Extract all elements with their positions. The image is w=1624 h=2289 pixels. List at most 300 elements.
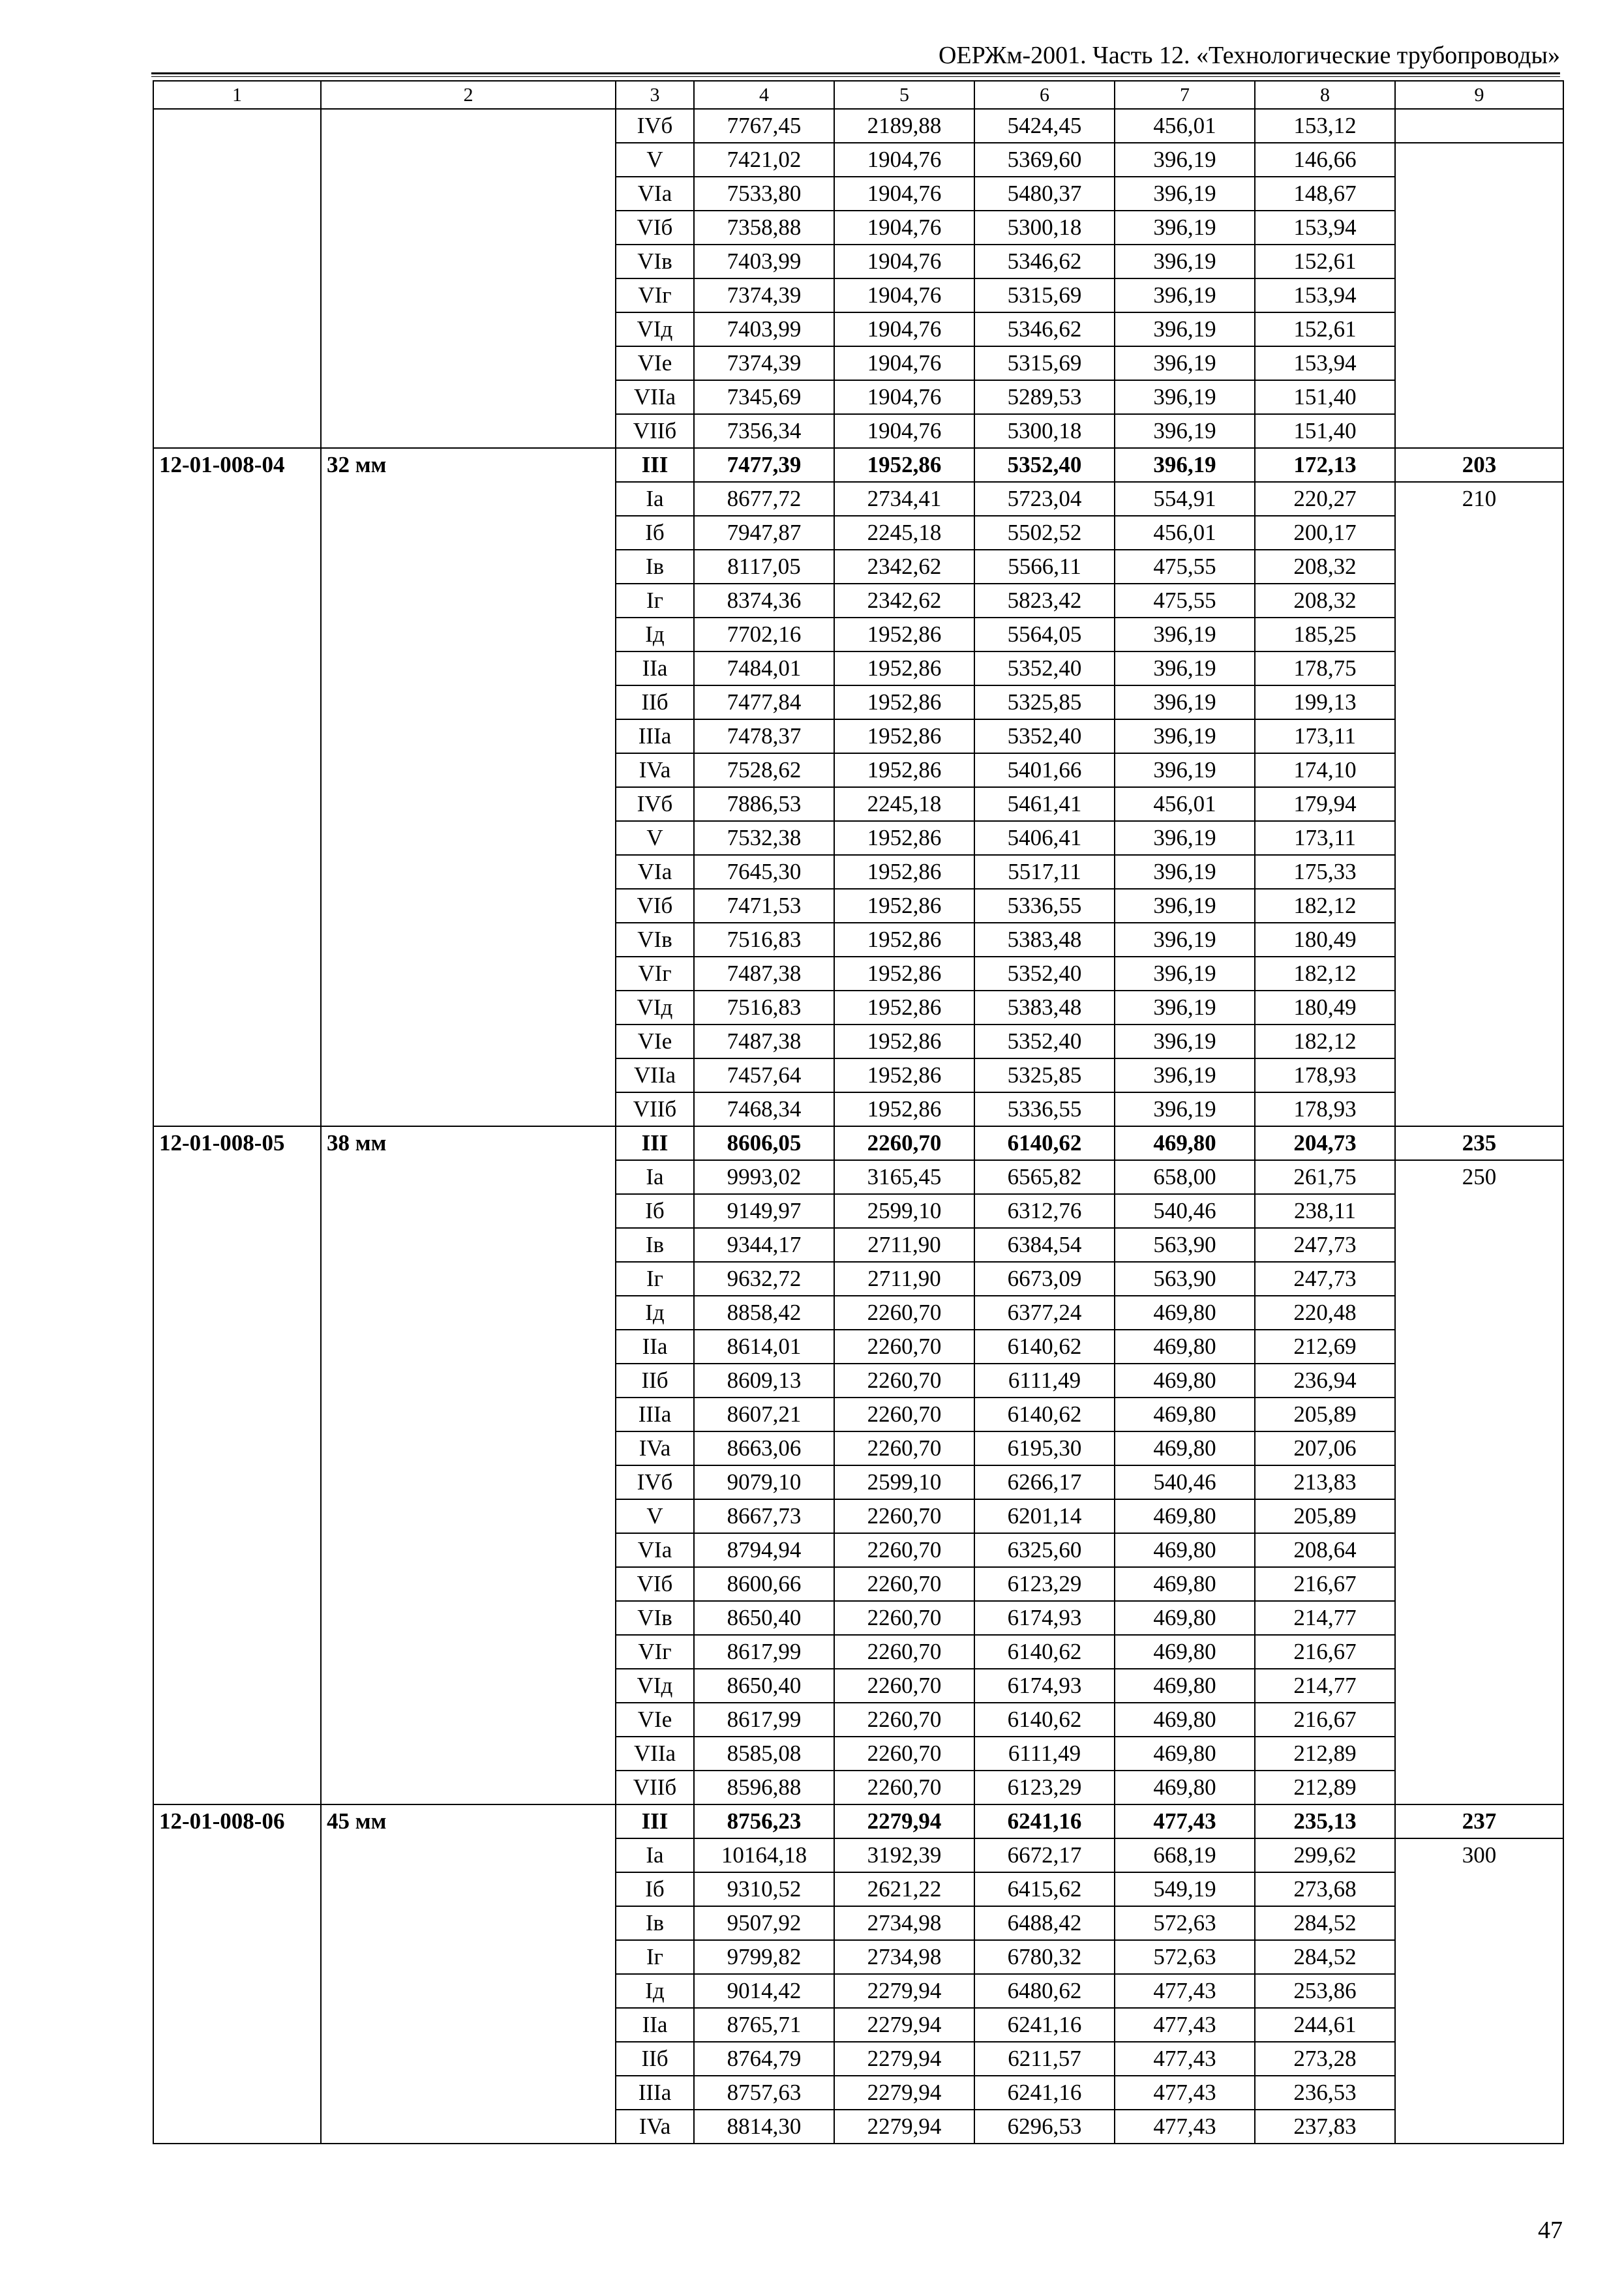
cell-col-3: VIг: [616, 1635, 694, 1669]
cell-col-8: 205,89: [1255, 1398, 1395, 1431]
cell-col-8: 180,49: [1255, 991, 1395, 1025]
cell-col-4: 8606,05: [694, 1126, 834, 1160]
cell-col-6: 6174,93: [974, 1669, 1115, 1703]
cell-col-4: 7471,53: [694, 889, 834, 923]
cell-col-7: 396,19: [1115, 211, 1255, 245]
cell-col-7: 475,55: [1115, 584, 1255, 618]
cell-col-4: 8794,94: [694, 1533, 834, 1567]
cell-col-5: 2279,94: [834, 2076, 974, 2110]
cell-col-4: 8756,23: [694, 1804, 834, 1838]
cell-col-4: 8600,66: [694, 1567, 834, 1601]
cell-col-5: 2260,70: [834, 1431, 974, 1465]
cell-col-8: 220,27: [1255, 482, 1395, 516]
cell-col-5: 2279,94: [834, 2008, 974, 2042]
cell-col-7: 477,43: [1115, 2110, 1255, 2144]
col9-value: 203: [1395, 448, 1563, 482]
cell-col-5: 2342,62: [834, 550, 974, 584]
column-number-1: 1: [153, 81, 321, 109]
column-number-8: 8: [1255, 81, 1395, 109]
col9-value: 300: [1395, 1838, 1563, 2144]
cell-col-7: 396,19: [1115, 1092, 1255, 1126]
cell-col-7: 540,46: [1115, 1194, 1255, 1228]
cell-col-8: 212,89: [1255, 1771, 1395, 1804]
cell-col-6: 6140,62: [974, 1126, 1115, 1160]
cell-col-6: 5517,11: [974, 855, 1115, 889]
cell-col-8: 178,93: [1255, 1058, 1395, 1092]
cell-col-7: 469,80: [1115, 1601, 1255, 1635]
cell-col-7: 396,19: [1115, 957, 1255, 991]
cell-col-3: IVa: [616, 1431, 694, 1465]
cell-col-7: 469,80: [1115, 1567, 1255, 1601]
cell-col-4: 7468,34: [694, 1092, 834, 1126]
cell-col-4: 8609,13: [694, 1364, 834, 1398]
cell-col-7: 456,01: [1115, 787, 1255, 821]
cell-col-3: Iв: [616, 1228, 694, 1262]
cell-col-8: 180,49: [1255, 923, 1395, 957]
cell-col-6: 5325,85: [974, 1058, 1115, 1092]
cell-col-5: 2279,94: [834, 2110, 974, 2144]
cell-col-3: VIв: [616, 245, 694, 278]
cell-col-3: IVб: [616, 787, 694, 821]
column-number-3: 3: [616, 81, 694, 109]
cell-col-7: 396,19: [1115, 821, 1255, 855]
cell-col-6: 5325,85: [974, 685, 1115, 719]
cell-col-5: 2260,70: [834, 1601, 974, 1635]
cell-col-4: 8614,01: [694, 1330, 834, 1364]
cell-col-4: 8596,88: [694, 1771, 834, 1804]
cell-col-3: III: [616, 448, 694, 482]
cell-col-4: 9310,52: [694, 1872, 834, 1906]
cell-col-8: 153,94: [1255, 346, 1395, 380]
cell-col-6: 6415,62: [974, 1872, 1115, 1906]
cell-col-6: 6241,16: [974, 2076, 1115, 2110]
cell-col-4: 7532,38: [694, 821, 834, 855]
cell-col-7: 477,43: [1115, 2042, 1255, 2076]
cell-col-8: 199,13: [1255, 685, 1395, 719]
cell-col-8: 238,11: [1255, 1194, 1395, 1228]
cell-col-4: 7516,83: [694, 991, 834, 1025]
cell-col-6: 5336,55: [974, 889, 1115, 923]
cell-col-6: 5352,40: [974, 1025, 1115, 1058]
cell-col-4: 8677,72: [694, 482, 834, 516]
cell-col-3: IIIa: [616, 1398, 694, 1431]
cell-col-7: 469,80: [1115, 1635, 1255, 1669]
cell-col-7: 469,80: [1115, 1499, 1255, 1533]
cell-col-5: 1904,76: [834, 245, 974, 278]
cell-col-7: 572,63: [1115, 1906, 1255, 1940]
cell-col-6: 6201,14: [974, 1499, 1115, 1533]
cell-col-5: 2245,18: [834, 516, 974, 550]
cell-col-7: 469,80: [1115, 1398, 1255, 1431]
cell-col-3: Ia: [616, 482, 694, 516]
cell-col-3: VIв: [616, 923, 694, 957]
cell-col-5: 1952,86: [834, 685, 974, 719]
running-header: ОЕРЖм-2001. Часть 12. «Технологические трубопроводы»: [938, 42, 1560, 69]
cell-col-5: 1952,86: [834, 719, 974, 753]
cell-col-6: 5461,41: [974, 787, 1115, 821]
cell-col-8: 216,67: [1255, 1703, 1395, 1737]
cell-col-8: 175,33: [1255, 855, 1395, 889]
column-number-4: 4: [694, 81, 834, 109]
cell-col-5: 2711,90: [834, 1228, 974, 1262]
cell-col-4: 8764,79: [694, 2042, 834, 2076]
cell-col-5: 1952,86: [834, 1025, 974, 1058]
cell-col-5: 1904,76: [834, 278, 974, 312]
cell-col-3: Iв: [616, 1906, 694, 1940]
cell-col-6: 6140,62: [974, 1703, 1115, 1737]
cell-col-3: VIIб: [616, 1092, 694, 1126]
cell-col-8: 235,13: [1255, 1804, 1395, 1838]
cell-col-5: 2260,70: [834, 1499, 974, 1533]
cell-col-6: 6266,17: [974, 1465, 1115, 1499]
cell-col-8: 220,48: [1255, 1296, 1395, 1330]
cell-col-3: VIa: [616, 177, 694, 211]
cell-col-4: 7528,62: [694, 753, 834, 787]
cell-col-5: 1952,86: [834, 651, 974, 685]
cell-col-4: 7374,39: [694, 346, 834, 380]
cell-col-3: VIг: [616, 278, 694, 312]
col9-value: 235: [1395, 1126, 1563, 1160]
cell-col-3: VIд: [616, 312, 694, 346]
cell-col-8: 214,77: [1255, 1669, 1395, 1703]
cell-col-8: 216,67: [1255, 1567, 1395, 1601]
table-body: [153, 81, 1563, 2144]
cell-col-5: 1904,76: [834, 346, 974, 380]
cell-col-8: 214,77: [1255, 1601, 1395, 1635]
cell-col-3: Iв: [616, 550, 694, 584]
cell-col-4: 7345,69: [694, 380, 834, 414]
cell-col-6: 6241,16: [974, 2008, 1115, 2042]
table-row: [153, 1126, 1563, 1160]
cell-col-7: 396,19: [1115, 719, 1255, 753]
cell-col-8: 213,83: [1255, 1465, 1395, 1499]
cell-col-6: 6296,53: [974, 2110, 1115, 2144]
cell-col-7: 396,19: [1115, 143, 1255, 177]
cell-col-4: 7533,80: [694, 177, 834, 211]
cell-col-8: 284,52: [1255, 1940, 1395, 1974]
cell-col-5: 1904,76: [834, 414, 974, 448]
cell-col-7: 396,19: [1115, 346, 1255, 380]
cell-col-3: VIд: [616, 1669, 694, 1703]
cell-col-4: 7484,01: [694, 651, 834, 685]
cell-col-6: 5352,40: [974, 719, 1115, 753]
cell-col-4: 7356,34: [694, 414, 834, 448]
cell-col-4: 9632,72: [694, 1262, 834, 1296]
cell-col-5: 1904,76: [834, 143, 974, 177]
cell-col-7: 396,19: [1115, 753, 1255, 787]
cell-col-6: 5823,42: [974, 584, 1115, 618]
cell-col-7: 396,19: [1115, 414, 1255, 448]
cell-col-3: V: [616, 821, 694, 855]
cell-col-7: 658,00: [1115, 1160, 1255, 1194]
cell-col-8: 153,94: [1255, 211, 1395, 245]
cell-col-6: 5315,69: [974, 346, 1115, 380]
cell-col-7: 396,19: [1115, 312, 1255, 346]
cell-col-7: 540,46: [1115, 1465, 1255, 1499]
cell-col-4: 7702,16: [694, 618, 834, 651]
cell-col-8: 236,94: [1255, 1364, 1395, 1398]
cell-col-8: 247,73: [1255, 1228, 1395, 1262]
cell-col-3: VIб: [616, 1567, 694, 1601]
cell-col-4: 7487,38: [694, 957, 834, 991]
cell-col-3: Iг: [616, 584, 694, 618]
cell-col-7: 396,19: [1115, 923, 1255, 957]
cell-col-4: 7374,39: [694, 278, 834, 312]
cell-col-7: 469,80: [1115, 1126, 1255, 1160]
cell-col-5: 1904,76: [834, 312, 974, 346]
cell-col-6: 6140,62: [974, 1330, 1115, 1364]
cell-col-3: VIд: [616, 991, 694, 1025]
column-number-2: 2: [321, 81, 616, 109]
cell-col-6: 5502,52: [974, 516, 1115, 550]
cell-col-3: Iб: [616, 1872, 694, 1906]
cell-col-7: 396,19: [1115, 889, 1255, 923]
item-code: 12-01-008-04: [153, 448, 321, 1126]
cell-col-4: 7516,83: [694, 923, 834, 957]
cell-col-3: VIг: [616, 957, 694, 991]
cell-col-6: 5336,55: [974, 1092, 1115, 1126]
cell-col-7: 469,80: [1115, 1737, 1255, 1771]
cell-col-8: 153,94: [1255, 278, 1395, 312]
cell-col-4: 8585,08: [694, 1737, 834, 1771]
cell-col-5: 1952,86: [834, 957, 974, 991]
cell-col-8: 152,61: [1255, 312, 1395, 346]
cell-col-8: 178,75: [1255, 651, 1395, 685]
cell-col-7: 469,80: [1115, 1431, 1255, 1465]
cell-col-3: VIв: [616, 1601, 694, 1635]
cell-col-4: 8757,63: [694, 2076, 834, 2110]
cell-col-5: 2279,94: [834, 1974, 974, 2008]
cell-col-7: 469,80: [1115, 1296, 1255, 1330]
cell-col-6: 5401,66: [974, 753, 1115, 787]
cell-col-7: 469,80: [1115, 1703, 1255, 1737]
cell-col-5: 1952,86: [834, 1058, 974, 1092]
cell-col-6: 5383,48: [974, 991, 1115, 1025]
cell-col-5: 1904,76: [834, 380, 974, 414]
cell-col-8: 208,32: [1255, 584, 1395, 618]
cell-col-8: 153,12: [1255, 109, 1395, 143]
cell-col-5: 2245,18: [834, 787, 974, 821]
cell-col-5: 2279,94: [834, 2042, 974, 2076]
cell-col-4: 7403,99: [694, 245, 834, 278]
cell-col-3: VIe: [616, 1703, 694, 1737]
col9-value: [1395, 109, 1563, 143]
cell-col-7: 469,80: [1115, 1771, 1255, 1804]
cell-col-3: VIIa: [616, 1058, 694, 1092]
cell-col-7: 456,01: [1115, 109, 1255, 143]
cell-col-3: Ia: [616, 1160, 694, 1194]
cell-col-5: 1952,86: [834, 1092, 974, 1126]
col9-value: 210: [1395, 482, 1563, 1126]
item-code: 12-01-008-06: [153, 1804, 321, 2144]
cell-col-8: 179,94: [1255, 787, 1395, 821]
cell-col-5: 2734,41: [834, 482, 974, 516]
cell-col-7: 572,63: [1115, 1940, 1255, 1974]
cell-col-5: 2260,70: [834, 1126, 974, 1160]
cell-col-8: 182,12: [1255, 957, 1395, 991]
cell-col-8: 299,62: [1255, 1838, 1395, 1872]
cell-col-7: 396,19: [1115, 855, 1255, 889]
col9-value: [1395, 143, 1563, 448]
cell-col-5: 2260,70: [834, 1669, 974, 1703]
cell-col-6: 6480,62: [974, 1974, 1115, 2008]
cell-col-6: 6111,49: [974, 1364, 1115, 1398]
cell-col-7: 396,19: [1115, 448, 1255, 482]
cell-col-4: 9014,42: [694, 1974, 834, 2008]
cell-col-5: 2599,10: [834, 1194, 974, 1228]
cell-col-3: VIIa: [616, 380, 694, 414]
cell-col-8: 284,52: [1255, 1906, 1395, 1940]
cell-col-8: 185,25: [1255, 618, 1395, 651]
cell-col-5: 2711,90: [834, 1262, 974, 1296]
cell-col-6: 5346,62: [974, 312, 1115, 346]
cell-col-3: IVa: [616, 2110, 694, 2144]
cell-col-6: 6123,29: [974, 1567, 1115, 1601]
cell-col-8: 208,64: [1255, 1533, 1395, 1567]
column-number-row: [153, 81, 1563, 109]
cell-col-5: 1952,86: [834, 618, 974, 651]
cell-col-6: 5352,40: [974, 957, 1115, 991]
cell-col-4: 8858,42: [694, 1296, 834, 1330]
cell-col-7: 396,19: [1115, 618, 1255, 651]
cell-col-6: 5289,53: [974, 380, 1115, 414]
cell-col-3: Iд: [616, 618, 694, 651]
cell-col-3: V: [616, 1499, 694, 1533]
cell-col-3: VIб: [616, 889, 694, 923]
col9-value: 250: [1395, 1160, 1563, 1804]
cell-col-3: VIIa: [616, 1737, 694, 1771]
cell-col-6: 6565,82: [974, 1160, 1115, 1194]
cell-col-4: 7767,45: [694, 109, 834, 143]
cell-col-4: 8765,71: [694, 2008, 834, 2042]
cell-col-3: VIe: [616, 346, 694, 380]
cell-col-7: 469,80: [1115, 1330, 1255, 1364]
cell-col-7: 469,80: [1115, 1533, 1255, 1567]
cell-col-3: III: [616, 1804, 694, 1838]
cell-col-3: IIa: [616, 2008, 694, 2042]
cell-col-4: 7421,02: [694, 143, 834, 177]
table-row: [153, 109, 1563, 143]
cell-col-8: 152,61: [1255, 245, 1395, 278]
cell-col-6: 5424,45: [974, 109, 1115, 143]
column-number-5: 5: [834, 81, 974, 109]
cell-col-4: 8607,21: [694, 1398, 834, 1431]
cell-col-4: 8117,05: [694, 550, 834, 584]
cell-col-7: 396,19: [1115, 1025, 1255, 1058]
cell-col-8: 261,75: [1255, 1160, 1395, 1194]
cell-col-7: 396,19: [1115, 1058, 1255, 1092]
cell-col-6: 6384,54: [974, 1228, 1115, 1262]
cell-col-4: 9149,97: [694, 1194, 834, 1228]
cell-col-7: 475,55: [1115, 550, 1255, 584]
cell-col-7: 456,01: [1115, 516, 1255, 550]
cell-col-4: 8663,06: [694, 1431, 834, 1465]
cell-col-5: 2260,70: [834, 1533, 974, 1567]
cell-col-5: 1904,76: [834, 211, 974, 245]
table-row: [153, 448, 1563, 482]
cell-col-5: 2189,88: [834, 109, 974, 143]
cell-col-8: 146,66: [1255, 143, 1395, 177]
cell-col-6: 6673,09: [974, 1262, 1115, 1296]
cell-col-3: IIб: [616, 2042, 694, 2076]
pipe-size: 32 мм: [321, 448, 616, 1126]
cell-col-8: 178,93: [1255, 1092, 1395, 1126]
cell-col-8: 204,73: [1255, 1126, 1395, 1160]
cell-col-6: 6174,93: [974, 1601, 1115, 1635]
cell-col-3: VIa: [616, 855, 694, 889]
cell-col-5: 2260,70: [834, 1364, 974, 1398]
cell-col-4: 8650,40: [694, 1669, 834, 1703]
cell-col-3: IIб: [616, 1364, 694, 1398]
cell-col-8: 236,53: [1255, 2076, 1395, 2110]
cell-col-4: 7403,99: [694, 312, 834, 346]
cell-col-4: 7358,88: [694, 211, 834, 245]
cell-col-5: 1904,76: [834, 177, 974, 211]
cell-col-7: 477,43: [1115, 2008, 1255, 2042]
cell-col-8: 212,89: [1255, 1737, 1395, 1771]
cell-col-6: 6111,49: [974, 1737, 1115, 1771]
cell-col-6: 5315,69: [974, 278, 1115, 312]
cell-col-3: VIIб: [616, 1771, 694, 1804]
column-number-6: 6: [974, 81, 1115, 109]
cell-col-7: 396,19: [1115, 177, 1255, 211]
cell-col-5: 2260,70: [834, 1635, 974, 1669]
cell-col-5: 1952,86: [834, 991, 974, 1025]
cell-col-6: 6377,24: [974, 1296, 1115, 1330]
cell-col-7: 469,80: [1115, 1669, 1255, 1703]
cell-col-6: 6488,42: [974, 1906, 1115, 1940]
cell-col-5: 2260,70: [834, 1703, 974, 1737]
cell-col-6: 6672,17: [974, 1838, 1115, 1872]
cell-col-7: 396,19: [1115, 278, 1255, 312]
cell-col-7: 396,19: [1115, 991, 1255, 1025]
cell-col-7: 549,19: [1115, 1872, 1255, 1906]
cell-col-5: 1952,86: [834, 753, 974, 787]
cell-col-4: 9799,82: [694, 1940, 834, 1974]
cell-col-6: 6211,57: [974, 2042, 1115, 2076]
cell-col-4: 9344,17: [694, 1228, 834, 1262]
cell-col-8: 207,06: [1255, 1431, 1395, 1465]
cell-col-5: 3192,39: [834, 1838, 974, 1872]
cell-col-8: 244,61: [1255, 2008, 1395, 2042]
cell-col-5: 1952,86: [834, 923, 974, 957]
cell-col-3: IVб: [616, 109, 694, 143]
cell-col-4: 8650,40: [694, 1601, 834, 1635]
cell-col-4: 9993,02: [694, 1160, 834, 1194]
cell-col-4: 7457,64: [694, 1058, 834, 1092]
cell-col-8: 182,12: [1255, 1025, 1395, 1058]
cell-col-3: Iг: [616, 1262, 694, 1296]
cell-col-7: 668,19: [1115, 1838, 1255, 1872]
cell-col-5: 1952,86: [834, 889, 974, 923]
cell-col-8: 200,17: [1255, 516, 1395, 550]
cell-col-8: 212,69: [1255, 1330, 1395, 1364]
cell-col-8: 151,40: [1255, 414, 1395, 448]
cell-col-6: 5383,48: [974, 923, 1115, 957]
cell-col-5: 1952,86: [834, 855, 974, 889]
cell-col-6: 5566,11: [974, 550, 1115, 584]
cell-col-8: 151,40: [1255, 380, 1395, 414]
cell-col-6: 6325,60: [974, 1533, 1115, 1567]
cell-col-3: V: [616, 143, 694, 177]
cell-col-4: 7477,84: [694, 685, 834, 719]
cell-col-6: 6123,29: [974, 1771, 1115, 1804]
cell-col-5: 3165,45: [834, 1160, 974, 1194]
cell-col-8: 173,11: [1255, 719, 1395, 753]
cell-col-4: 7947,87: [694, 516, 834, 550]
col9-value: 237: [1395, 1804, 1563, 1838]
cell-col-8: 173,11: [1255, 821, 1395, 855]
